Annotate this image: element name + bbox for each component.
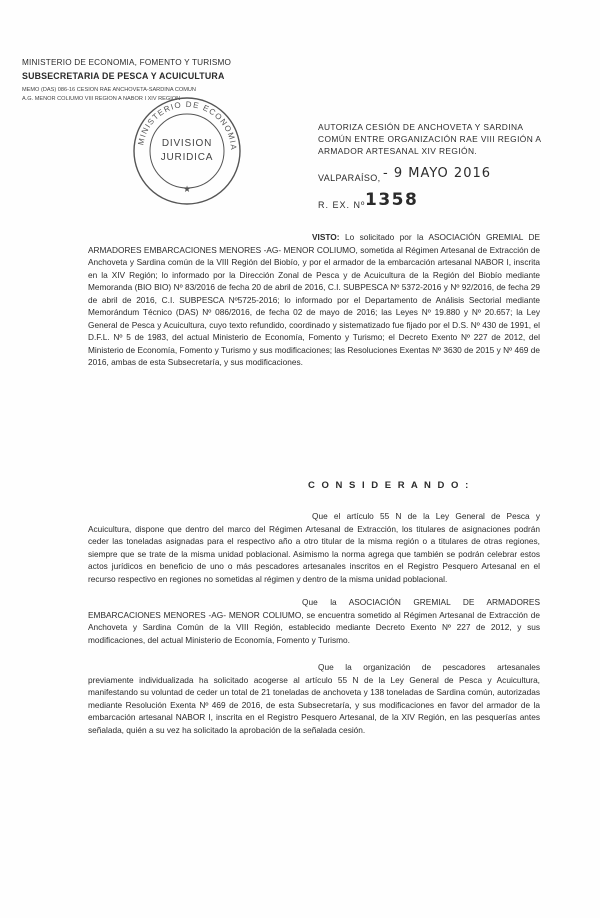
reference-line-1: MEMO (DAS) 086-16 CESION RAE ANCHOVETA-SARDINA COMUN	[22, 87, 196, 93]
reference-line-2: A.G. MENOR COLIUMO VIII REGION A NABOR I XIV REGION	[22, 96, 181, 102]
division-juridica-stamp	[128, 92, 246, 210]
visto-paragraph	[88, 231, 540, 369]
stamp-ring-text: MINISTERIO DE ECONOMIA	[136, 99, 239, 152]
considerando-paragraph-2: Que la ASOCIACIÓN GREMIAL DE ARMADORES EMBARCACIONES MENORES -AG- MENOR COLIUMO, se encuentra sometido al Régimen Artesanal de Extracción de Anchoveta y Sardina Común de la VIII Región, establecido mediante Decreto Exento Nº 227 de 2012, y sus modificaciones, del actual Ministerio de Economía, Fomento y Turismo.	[88, 597, 540, 645]
considerando-heading: C O N S I D E R A N D O :	[308, 480, 471, 491]
visto-label: VISTO:	[312, 232, 340, 242]
considerando-paragraph-3: Que la organización de pescadores artesanales previamente individualizada ha solicitado acogerse al artículo 55 N de la Ley General de Pesca y Acuicultura, manifestando su voluntad de ceder un total de 21 toneladas de anchoveta y 138 toneladas de Sardina común, autorizadas mediante Resolución Exenta Nº 469 de 2016, de esta Subsecretaría, y sus modificaciones en favor del armador de la embarcación artesanal NABOR I, inscrita en el Registro Pesquero Artesanal, de la XIV Región, en las pesquerías antes señalada, quién a su vez ha solicitado la aprobación de la señalada cesión.	[88, 662, 540, 735]
subsecretaria-name: SUBSECRETARIA DE PESCA Y ACUICULTURA	[22, 71, 225, 81]
place-name: VALPARAÍSO,	[318, 173, 381, 183]
visto-text: Lo solicitado por la ASOCIACIÓN GREMIAL DE ARMADORES EMBARCACIONES MENORES -AG- MENOR COLIUMO, sometida al Régimen Artesanal de Extracción de Anchoveta y Sardina común de la VIII Región del Biobío, y por el armador de la embarcación artesanal NABOR I, inscrita en la XIV Región; lo informado por la Dirección Zonal de Pesca y de Acuicultura de la Región del Biobío mediante Memoranda (BIO BIO) Nº 83/2016 de fecha 20 de abril de 2016, C.I. SUBPESCA Nº 5372-2016 y Nº 92/2016, de fecha 29 de abril de 2016, C.I. SUBPESCA Nº5725-2016; lo informado por el Departamento de Análisis Sectorial mediante Memorándum Técnico (DAS) Nº 086/2016, de fecha 02 de mayo de 2016; las Leyes Nº 19.880 y Nº 20.657; la Ley General de Pesca y Acuicultura, cuyo texto refundido, coordinado y sistematizado fue fijado por el D.S. Nº 430 de 1991, el D.F.L. Nº 5 de 1983, del actual Ministerio de Economía, Fomento y Turismo; el Decreto Exento Nº 227 de 2012, del Ministerio de Economía, Fomento y Turismo y sus modificaciones; las Resoluciones Exentas Nº 3630 de 2015 y Nº 469 de 2016, ambas de esta Subsecretaría, y sus modificaciones.	[88, 232, 540, 367]
considerando-paragraph-1: Que el artículo 55 N de la Ley General de Pesca y Acuicultura, dispone que dentro del marco del Régimen Artesanal de Extracción, los titulares de asignaciones podrán ceder las toneladas asignadas para el respectivo año a otro titular de la misma región o a titulares de otras regiones, siempre que se trate de la misma unidad poblacional. Asimismo la norma agrega que también se podrán celebrar estos actos jurídicos en beneficio de uno o más pescadores artesanales inscritos en el Registro Pesquero Artesanal en el recurso respectivo en regiones no sometidas al régimen y dentro de la misma unidad poblacional.	[88, 511, 540, 584]
resolution-summary: AUTORIZA CESIÓN DE ANCHOVETA Y SARDINA COMÚN ENTRE ORGANIZACIÓN RAE VIII REGIÓN A ARMADOR ARTESANAL XIV REGIÓN.	[318, 122, 541, 156]
stamp-title-2: JURIDICA	[160, 152, 214, 163]
stamp-title-1: DIVISION	[161, 138, 213, 149]
resolution-date: - 9 MAYO 2016	[383, 166, 492, 181]
stamp-star-icon: ★	[182, 185, 192, 195]
resolution-number: 1358	[365, 190, 419, 210]
stamp-inner-ring	[150, 114, 224, 188]
resolution-number-label: R. EX. Nº	[318, 200, 366, 210]
ministry-name: MINISTERIO DE ECONOMIA, FOMENTO Y TURISMO	[22, 58, 232, 67]
